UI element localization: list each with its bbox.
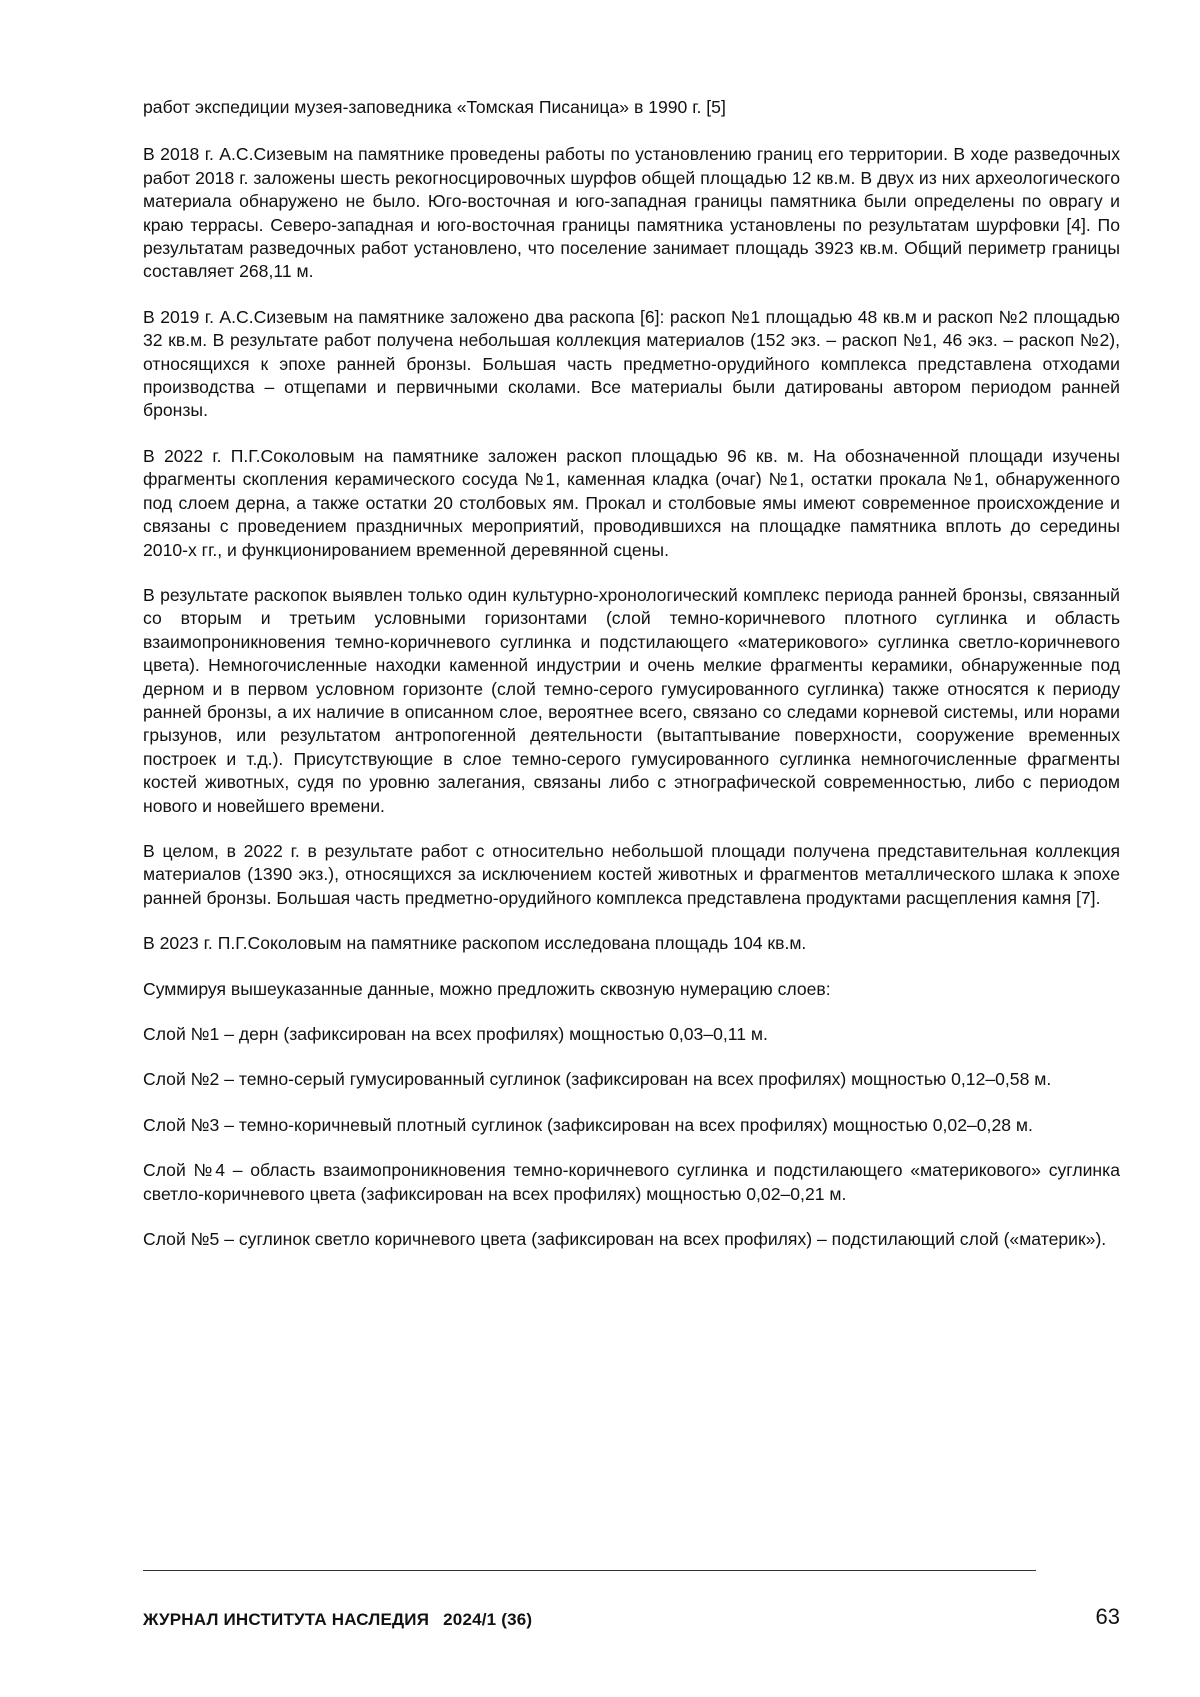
paragraph-layer-4: Слой №4 – область взаимопроникновения темно-коричневого суглинка и подстилающего «материкового» суглинка светло-коричневого цвета (зафиксирован на всех профилях) мощностью 0,02–0,21 м.: [143, 1160, 1120, 1204]
paragraph-2022-excavation: В 2022 г. П.Г.Соколовым на памятнике заложен раскоп площадью 96 кв. м. На обозначенной площади изучены фрагменты скопления керамического сосуда №1, каменная кладка (очаг) №1, остатки прокала №1, обнаруженного под слоем дерна, а также остатки 20 столбовых ям. Прокал и столбовые ямы имеют современное происхождение и связаны с проведением праздничных мероприятий, проводившихся на площадке памятника вплоть до середины 2010-х гг., и функционированием временной деревянной сцены.: [143, 445, 1120, 560]
paragraph-layer-2: Слой №2 – темно-серый гумусированный суглинок (зафиксирован на всех профилях) мощностью 0,12–0,58 м.: [143, 1069, 1052, 1090]
journal-title: ЖУРНАЛ ИНСТИТУТА НАСЛЕДИЯ: [143, 1610, 430, 1629]
article-body: [143, 96, 1120, 1273]
page-number: 63: [1095, 1604, 1120, 1629]
journal-title-line: [143, 1610, 532, 1630]
paragraph-2022-summary: В целом, в 2022 г. в результате работ с относительно небольшой площади получена представительная коллекция материалов (1390 экз.), относящихся за исключением костей животных и фрагментов металлического шлака к эпохе ранней бронзы. Большая часть предметно-орудийного комплекса представлена продуктами расщепления камня [7].: [143, 840, 1120, 908]
paragraph-continuation: работ экспедиции музея-заповедника «Томская Писаница» в 1990 г. [5]: [143, 97, 726, 117]
paragraph-2023-excavation: В 2023 г. П.Г.Соколовым на памятнике раскопом исследована площадь 104 кв.м.: [143, 933, 807, 954]
paragraph-2018-survey: В 2018 г. А.С.Сизевым на памятнике проведены работы по установлению границ его территории. В ходе разведочных работ 2018 г. заложены шесть рекогносцировочных шурфов общей площадью 12 кв.м. В двух из них археологического материала обнаружено не было. Юго-восточная и юго-западная границы памятника были определены по оврагу и краю террасы. Северо-западная и юго-восточная границы памятника установлены по результатам шурфовки [4]. По результатам разведочных работ установлено, что поселение занимает площадь 3923 кв.м. Общий периметр границы составляет 268,11 м.: [143, 144, 1120, 282]
journal-issue: 2024/1 (36): [443, 1610, 533, 1629]
paragraph-layer-numbering-intro: Суммируя вышеуказанные данные, можно предложить сквозную нумерацию слоев:: [143, 978, 831, 999]
paragraph-2019-excavation: В 2019 г. А.С.Сизевым на памятнике заложено два раскопа [6]: раскоп №1 площадью 48 кв.м и раскоп №2 площадью 32 кв.м. В результате работ получена небольшая коллекция материалов (152 экз. – раскоп №1, 46 экз. – раскоп №2), относящихся к эпохе ранней бронзы. Большая часть предметно-орудийного комплекса представлена отходами производства – отщепами и первичными сколами. Все материалы были датированы автором периодом ранней бронзы.: [143, 306, 1120, 421]
page-footer: [143, 1604, 1120, 1636]
paragraph-layer-3: Слой №3 – темно-коричневый плотный суглинок (зафиксирован на всех профилях) мощностью 0,02–0,28 м.: [143, 1114, 1033, 1135]
paragraph-layer-1: Слой №1 – дерн (зафиксирован на всех профилях) мощностью 0,03–0,11 м.: [143, 1024, 768, 1044]
paragraph-excavation-results: В результате раскопок выявлен только один культурно-хронологический комплекс периода ранней бронзы, связанный со вторым и третьим условными горизонтами (слой темно-коричневого плотного суглинка и область взаимопроникновения темно-коричневого суглинка и подстилающего «материкового» суглинка светло-коричневого цвета). Немногочисленные находки каменной индустрии и очень мелкие фрагменты керамики, обнаруженные под дерном и в первом условном горизонте (слой темно-серого гумусированного суглинка) также относятся к периоду ранней бронзы, а их наличие в описанном слое, вероятнее всего, связано со следами корневой системы, или норами грызунов, или результатом антропогенной деятельности (вытаптывание поверхности, сооружение временных построек и т.д.). Присутствующие в слое темно-серого гумусированного суглинка немногочисленные фрагменты костей животных, судя по уровню залегания, связаны либо с этнографической современностью, либо с периодом нового и новейшего времени.: [143, 584, 1120, 816]
footer-divider: [143, 1570, 1036, 1571]
paragraph-layer-5: Слой №5 – суглинок светло коричневого цвета (зафиксирован на всех профилях) – подстилающий слой («материк»).: [143, 1229, 1107, 1250]
